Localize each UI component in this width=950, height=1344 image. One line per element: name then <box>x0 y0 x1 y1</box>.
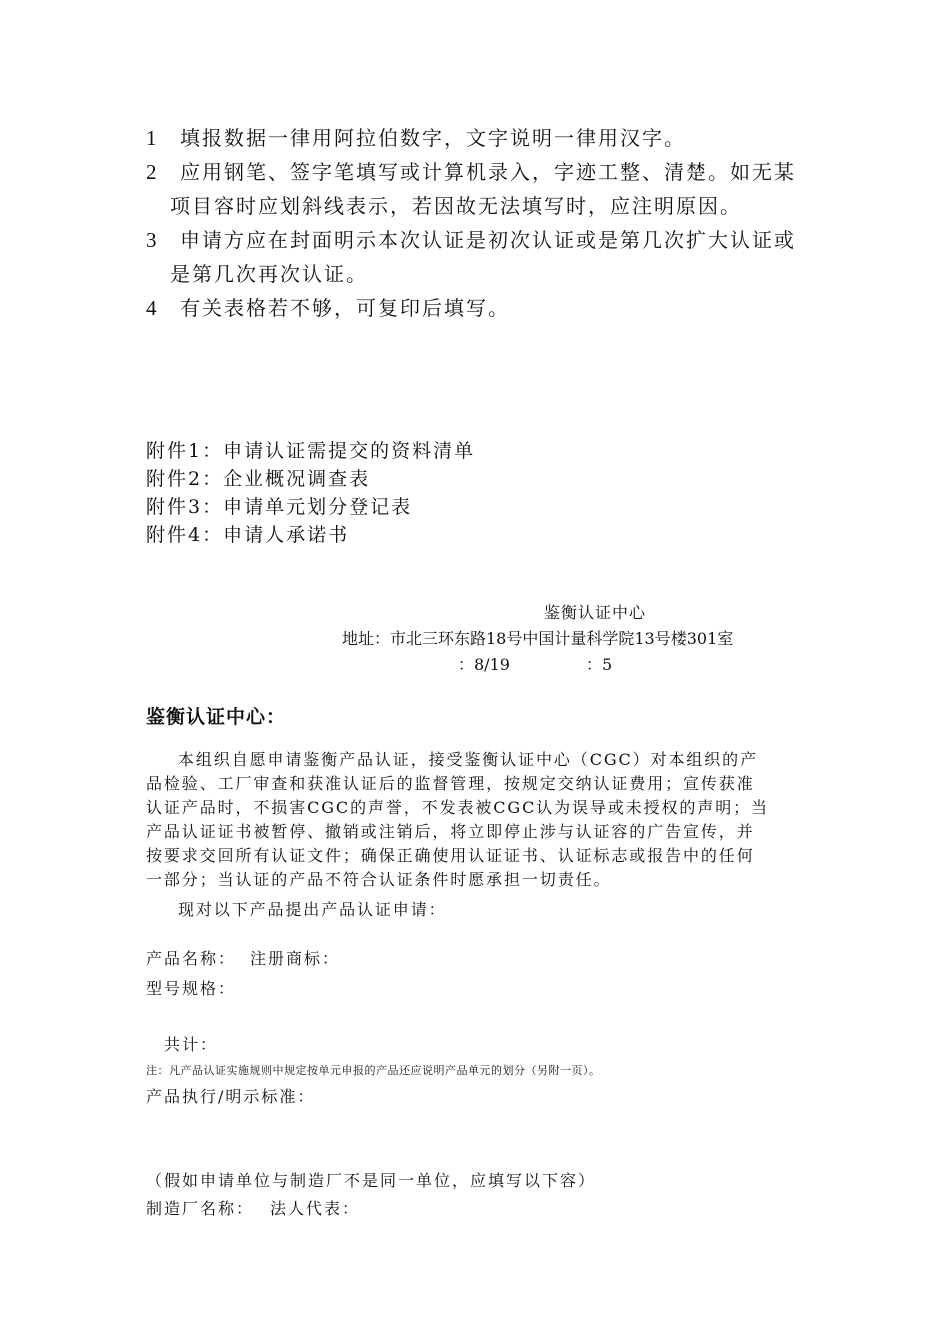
total-label: 共计： <box>164 1035 219 1054</box>
declaration-request-line: 现对以下产品提出产品认证申请： <box>178 900 447 919</box>
standard-label: 产品执行/明示标准： <box>146 1087 316 1106</box>
declaration-line-2: 品检验、工厂审查和获准认证后的监督管理，按规定交纳认证费用；宣传获准 <box>146 774 755 793</box>
instruction-number: 1 <box>146 126 159 150</box>
footnote: 注：凡产品认证实施规则中规定按单元申报的产品还应说明产品单元的划分（另附一页）。 <box>146 1064 601 1077</box>
instruction-number: 2 <box>146 160 159 184</box>
declaration-line-4: 产品认证证书被暂停、撤销或注销后，将立即停止涉与认证容的广告宣传，并 <box>146 822 755 841</box>
instruction-item-1 <box>146 122 686 151</box>
instruction-number: 3 <box>146 228 159 252</box>
instruction-text: 填报数据一律用阿拉伯数字，文字说明一律用汉字。 <box>180 126 686 150</box>
attachment-item-4: 附件4：申请人承诺书 <box>146 524 350 546</box>
instruction-item-3 <box>146 224 796 253</box>
manufacturer-hint: （假如申请单位与制造厂不是同一单位，应填写以下容） <box>146 1171 597 1190</box>
instruction-item-3-cont <box>170 258 368 287</box>
legal-rep-label: 法人代表： <box>270 1199 361 1218</box>
instruction-text: 应用钢笔、签字笔填写或计算机录入，字迹工整、清楚。如无某 <box>180 160 796 184</box>
instruction-text: 项目容时应划斜线表示，若因故无法填写时，应注明原因。 <box>170 194 742 218</box>
declaration-heading: 鉴衡认证中心： <box>146 706 287 728</box>
center-name: 鉴衡认证中心 <box>544 603 647 622</box>
instruction-text: 有关表格若不够，可复印后填写。 <box>180 296 510 320</box>
center-address: 地址：市北三环东路18号中国计量科学院13号楼301室 <box>342 629 734 648</box>
attachment-item-3: 附件3：申请单元划分登记表 <box>146 496 413 518</box>
instruction-item-2 <box>146 156 796 185</box>
attachment-item-1: 附件1：申请认证需提交的资料清单 <box>146 440 476 462</box>
declaration-line-1: 本组织自愿申请鉴衡产品认证，接受鉴衡认证中心（CGC）对本组织的产 <box>178 750 758 769</box>
center-info-line-right: ：5 <box>586 655 613 674</box>
declaration-line-6: 一部分；当认证的产品不符合认证条件时愿承担一切责任。 <box>146 870 612 889</box>
center-info-line-left: ：8/19 <box>458 655 510 674</box>
declaration-line-5: 按要求交回所有认证文件；确保正确使用认证证书、认证标志或报告中的任何 <box>146 846 755 865</box>
declaration-line-3: 认证产品时，不损害CGC的声誉，不发表被CGC认为误导或未授权的声明；当 <box>146 798 769 817</box>
manufacturer-name-label: 制造厂名称： <box>146 1199 255 1218</box>
attachment-item-2: 附件2：企业概况调查表 <box>146 468 371 490</box>
model-label: 型号规格： <box>146 979 237 998</box>
instruction-item-2-cont <box>170 190 742 219</box>
instruction-item-4 <box>146 292 510 321</box>
trademark-label: 注册商标： <box>250 949 341 968</box>
instruction-text: 是第几次再次认证。 <box>170 262 368 286</box>
instruction-number: 4 <box>146 296 159 320</box>
product-name-label: 产品名称： <box>146 949 237 968</box>
instruction-text: 申请方应在封面明示本次认证是初次认证或是第几次扩大认证或 <box>180 228 796 252</box>
